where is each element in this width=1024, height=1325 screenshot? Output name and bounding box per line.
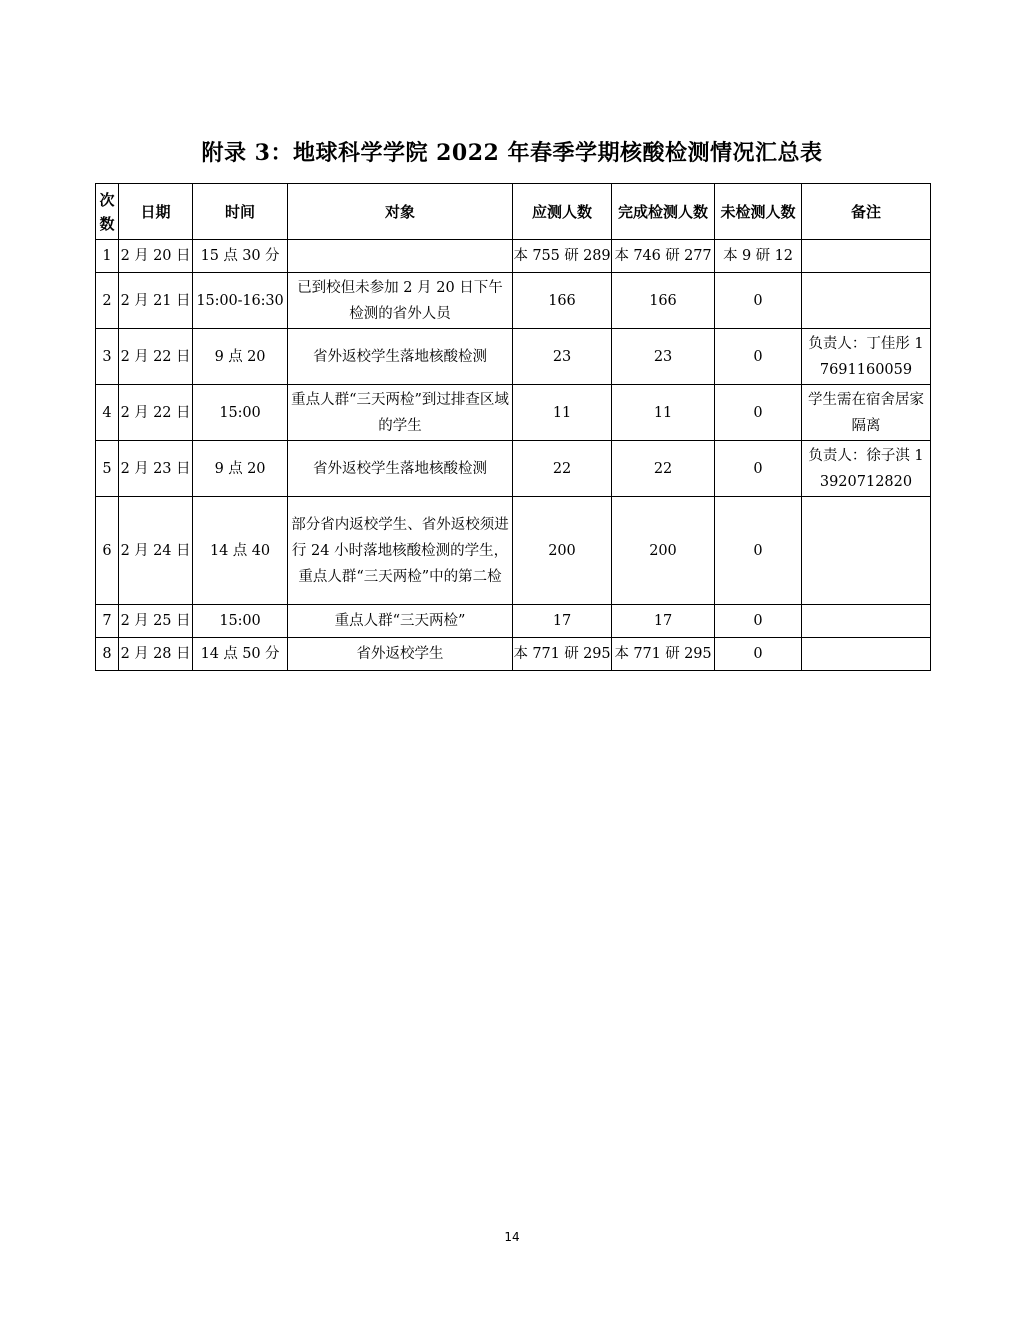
cell-time: 15 点 30 分 — [193, 240, 288, 273]
table-row — [96, 240, 931, 273]
column-header-untested: 未检测人数 — [715, 184, 802, 240]
cell-date: 2 月 20 日 — [119, 240, 193, 273]
cell-date: 2 月 22 日 — [119, 329, 193, 385]
page-title: 附录 3：地球科学学院 2022 年春季学期核酸检测情况汇总表 — [201, 140, 823, 166]
cell-completed: 200 — [612, 497, 715, 605]
cell-untested: 0 — [715, 441, 802, 497]
column-header-remarks: 备注 — [802, 184, 931, 240]
cell-time: 14 点 50 分 — [193, 638, 288, 671]
cell-remarks — [802, 638, 931, 671]
cell-target: 已到校但未参加 2 月 20 日下午检测的省外人员 — [288, 273, 513, 329]
cell-time: 9 点 20 — [193, 329, 288, 385]
cell-time: 9 点 20 — [193, 441, 288, 497]
cell-count: 7 — [96, 605, 119, 638]
cell-date: 2 月 25 日 — [119, 605, 193, 638]
cell-expected: 200 — [513, 497, 612, 605]
column-header-expected: 应测人数 — [513, 184, 612, 240]
cell-target: 部分省内返校学生、省外返校须进行 24 小时落地核酸检测的学生，重点人群“三天两检”中的第二检 — [288, 497, 513, 605]
column-header-time: 时间 — [193, 184, 288, 240]
table-row — [96, 605, 931, 638]
cell-remarks — [802, 240, 931, 273]
cell-date: 2 月 22 日 — [119, 385, 193, 441]
cell-date: 2 月 21 日 — [119, 273, 193, 329]
cell-expected: 166 — [513, 273, 612, 329]
cell-remarks — [802, 605, 931, 638]
cell-target: 省外返校学生 — [288, 638, 513, 671]
cell-expected: 本 771 研 295 — [513, 638, 612, 671]
cell-time: 14 点 40 — [193, 497, 288, 605]
cell-date: 2 月 23 日 — [119, 441, 193, 497]
column-header-date: 日期 — [119, 184, 193, 240]
cell-target: 省外返校学生落地核酸检测 — [288, 441, 513, 497]
cell-target: 省外返校学生落地核酸检测 — [288, 329, 513, 385]
cell-date: 2 月 24 日 — [119, 497, 193, 605]
cell-remarks — [802, 497, 931, 605]
cell-time: 15:00-16:30 — [193, 273, 288, 329]
cell-untested: 0 — [715, 638, 802, 671]
column-header-completed: 完成检测人数 — [612, 184, 715, 240]
cell-count: 3 — [96, 329, 119, 385]
cell-completed: 11 — [612, 385, 715, 441]
cell-untested: 0 — [715, 273, 802, 329]
cell-untested: 0 — [715, 605, 802, 638]
cell-expected: 11 — [513, 385, 612, 441]
cell-count: 5 — [96, 441, 119, 497]
cell-target: 重点人群“三天两检” — [288, 605, 513, 638]
column-header-count: 次数 — [96, 184, 119, 240]
cell-count: 8 — [96, 638, 119, 671]
cell-target — [288, 240, 513, 273]
table-row — [96, 329, 931, 385]
table-row — [96, 385, 931, 441]
cell-count: 1 — [96, 240, 119, 273]
cell-date: 2 月 28 日 — [119, 638, 193, 671]
cell-remarks: 负责人：丁佳彤 17691160059 — [802, 329, 931, 385]
cell-completed: 本 746 研 277 — [612, 240, 715, 273]
cell-remarks — [802, 273, 931, 329]
cell-count: 6 — [96, 497, 119, 605]
cell-expected: 22 — [513, 441, 612, 497]
cell-completed: 17 — [612, 605, 715, 638]
cell-remarks: 负责人：徐子淇 13920712820 — [802, 441, 931, 497]
page-number: 14 — [504, 1230, 520, 1244]
cell-expected: 23 — [513, 329, 612, 385]
cell-completed: 本 771 研 295 — [612, 638, 715, 671]
cell-completed: 23 — [612, 329, 715, 385]
table-row — [96, 441, 931, 497]
column-header-target: 对象 — [288, 184, 513, 240]
table-header-row — [96, 184, 931, 240]
table-row — [96, 638, 931, 671]
cell-untested: 本 9 研 12 — [715, 240, 802, 273]
cell-time: 15:00 — [193, 385, 288, 441]
covid-test-summary-table — [95, 183, 931, 671]
cell-untested: 0 — [715, 497, 802, 605]
cell-expected: 17 — [513, 605, 612, 638]
cell-completed: 22 — [612, 441, 715, 497]
cell-remarks: 学生需在宿舍居家隔离 — [802, 385, 931, 441]
cell-time: 15:00 — [193, 605, 288, 638]
cell-untested: 0 — [715, 385, 802, 441]
cell-completed: 166 — [612, 273, 715, 329]
cell-untested: 0 — [715, 329, 802, 385]
cell-target: 重点人群“三天两检”到过排查区域的学生 — [288, 385, 513, 441]
cell-count: 2 — [96, 273, 119, 329]
table-row — [96, 273, 931, 329]
cell-expected: 本 755 研 289 — [513, 240, 612, 273]
cell-count: 4 — [96, 385, 119, 441]
table-row — [96, 497, 931, 605]
